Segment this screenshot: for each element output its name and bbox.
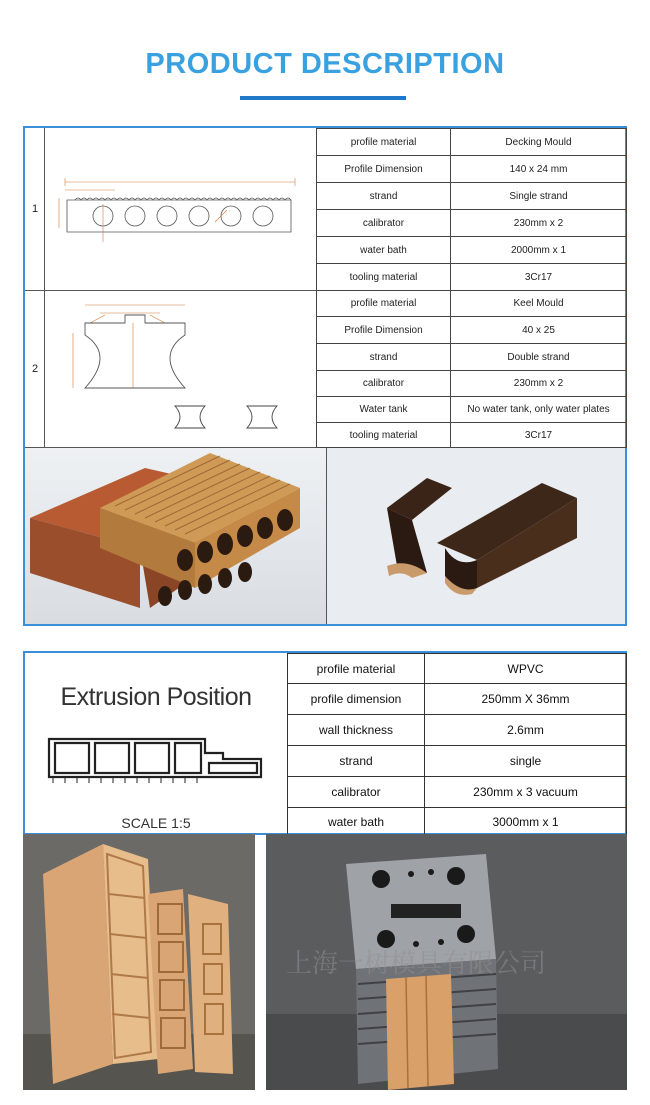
spec-table-item-1: [316, 128, 627, 291]
spec-table-1: [23, 126, 627, 626]
decking-profile-drawing: [55, 168, 305, 243]
spec-key: profile material: [317, 291, 451, 317]
spec-key: tooling material: [317, 423, 451, 448]
page-title: PRODUCT DESCRIPTION: [145, 48, 505, 80]
spec-value: 3Cr17: [451, 264, 627, 291]
row-number: 2: [31, 363, 39, 375]
spec-key: profile material: [288, 654, 425, 684]
spec-key: calibrator: [317, 371, 451, 397]
spec-key: profile dimension: [288, 684, 425, 715]
spec-key: strand: [288, 746, 425, 777]
row-number: 1: [31, 203, 39, 215]
spec-value: 230mm x 2: [451, 371, 627, 397]
extrusion-spec-table: [287, 653, 627, 836]
spec-value: 40 x 25: [451, 317, 627, 344]
spec-value: 230mm x 2: [451, 210, 627, 237]
decking-product-photo: [25, 448, 326, 624]
keel-profile-drawing: [55, 293, 305, 443]
spec-value: 2.6mm: [425, 715, 627, 746]
spec-key: calibrator: [288, 777, 425, 808]
spec-value: single: [425, 746, 627, 777]
extrusion-profile-drawing: [45, 733, 267, 793]
row-divider: [25, 290, 317, 291]
spec-value: 140 x 24 mm: [451, 156, 627, 183]
spec-key: strand: [317, 344, 451, 371]
spec-key: strand: [317, 183, 451, 210]
spec-key: water bath: [317, 237, 451, 264]
col-divider: [44, 128, 45, 447]
spec-table-2: [23, 651, 627, 835]
spec-value: Keel Mould: [451, 291, 627, 317]
spec-key: tooling material: [317, 264, 451, 291]
spec-value: 250mm X 36mm: [425, 684, 627, 715]
wpvc-profile-photo: [23, 834, 255, 1090]
watermark-text: 上海一树模具有限公司: [286, 949, 547, 979]
spec-value: WPVC: [425, 654, 627, 684]
spec-key: water bath: [288, 808, 425, 836]
spec-value: 3000mm x 1: [425, 808, 627, 836]
scale-label: SCALE 1:5: [121, 815, 191, 831]
spec-value: No water tank, only water plates: [451, 397, 627, 423]
spec-value: Decking Mould: [451, 129, 627, 156]
extrusion-mould-photo: [266, 834, 627, 1090]
spec-key: Profile Dimension: [317, 317, 451, 344]
spec-value: 3Cr17: [451, 423, 627, 448]
spec-value: 230mm x 3 vacuum: [425, 777, 627, 808]
spec-key: wall thickness: [288, 715, 425, 746]
spec-value: Single strand: [451, 183, 627, 210]
keel-product-photo: [327, 448, 625, 624]
spec-key: Water tank: [317, 397, 451, 423]
spec-value: 2000mm x 1: [451, 237, 627, 264]
spec-key: Profile Dimension: [317, 156, 451, 183]
spec-value: Double strand: [451, 344, 627, 371]
spec-key: profile material: [317, 129, 451, 156]
spec-key: calibrator: [317, 210, 451, 237]
title-underline: [240, 96, 406, 100]
extrusion-title: Extrusion Position: [60, 683, 252, 711]
spec-table-item-2: [316, 290, 627, 448]
